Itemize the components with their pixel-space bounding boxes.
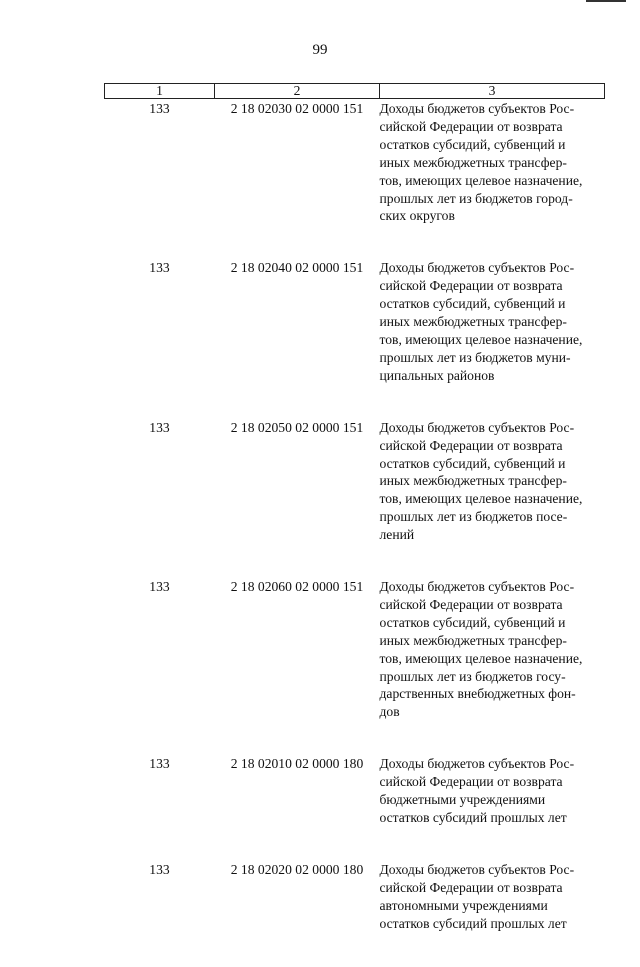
- revenue-description-cell: [380, 99, 605, 260]
- description-line: Доходы бюджетов субъектов Рос-: [379, 756, 575, 772]
- description-line: дов: [379, 704, 400, 720]
- admin-code-cell: 133: [149, 579, 170, 595]
- table-header-row: [105, 84, 605, 99]
- description-line: остатков субсидий прошлых лет: [379, 810, 567, 825]
- table-row: [105, 861, 605, 967]
- description-line: тов, имеющих целевое назначение,: [379, 331, 583, 347]
- description-line: Доходы бюджетов субъектов Рос-: [379, 419, 575, 435]
- admin-code-cell: 133: [149, 419, 170, 435]
- description-line: Доходы бюджетов субъектов Рос-: [379, 101, 575, 116]
- description-line: дарственных внебюджетных фон-: [379, 686, 576, 702]
- admin-code-cell: 133: [149, 756, 170, 772]
- budget-classification-code-cell: 2 18 02030 02 0000 151: [230, 101, 364, 116]
- revenue-description-cell: [380, 259, 605, 418]
- description-line: иных межбюджетных трансфер-: [379, 314, 567, 330]
- table-row: [105, 259, 605, 418]
- description-line: прошлых лет из бюджетов посе-: [379, 509, 568, 525]
- description-line: сийской Федерации от возврата: [379, 596, 563, 612]
- budget-classification-code-cell: 2 18 02040 02 0000 151: [230, 260, 364, 276]
- description-line: прошлых лет из бюджетов госу-: [379, 668, 566, 684]
- admin-code-cell: 133: [149, 861, 170, 877]
- description-line: сийской Федерации от возврата: [379, 774, 563, 790]
- description-line: прошлых лет из бюджетов муни-: [379, 349, 571, 365]
- description-line: лений: [379, 527, 415, 543]
- description-line: иных межбюджетных трансфер-: [379, 473, 567, 489]
- description-line: ципальных районов: [379, 367, 495, 383]
- description-line: сийской Федерации от возврата: [379, 278, 563, 294]
- description-line: тов, имеющих целевое назначение,: [379, 650, 583, 666]
- description-line: Доходы бюджетов субъектов Рос-: [379, 861, 575, 877]
- revenue-description-cell: [380, 755, 605, 861]
- admin-code-cell: 133: [149, 101, 170, 116]
- description-line: остатков субсидий, субвенций и: [379, 455, 566, 471]
- description-line: сийской Федерации от возврата: [379, 118, 563, 134]
- top-rule: [586, 0, 626, 2]
- revenue-description-cell: [380, 578, 605, 755]
- table-row: [105, 99, 605, 260]
- description-line: остатков субсидий прошлых лет: [379, 915, 567, 931]
- description-line: сийской Федерации от возврата: [379, 437, 563, 453]
- admin-code-cell: 133: [149, 260, 170, 276]
- description-line: иных межбюджетных трансфер-: [379, 632, 567, 648]
- budget-classification-code-cell: 2 18 02060 02 0000 151: [230, 579, 364, 595]
- budget-classification-code-cell: 2 18 02050 02 0000 151: [230, 419, 364, 435]
- revenue-description-cell: [380, 861, 605, 967]
- description-line: тов, имеющих целевое назначение,: [379, 172, 583, 188]
- description-line: остатков субсидий, субвенций и: [379, 614, 566, 630]
- description-line: иных межбюджетных трансфер-: [379, 154, 567, 170]
- description-line: ских округов: [379, 208, 455, 224]
- budget-classification-code-cell: 2 18 02020 02 0000 180: [230, 861, 364, 877]
- header-col-1: 1: [105, 84, 215, 99]
- table-row: [105, 578, 605, 755]
- revenue-codes-table: [104, 83, 605, 967]
- revenue-description-cell: [380, 419, 605, 578]
- description-line: остатков субсидий, субвенций и: [379, 296, 566, 312]
- description-line: автономными учреждениями: [379, 897, 548, 913]
- budget-classification-code-cell: 2 18 02010 02 0000 180: [230, 756, 364, 772]
- table-body: [105, 99, 605, 967]
- header-col-2: 2: [215, 84, 380, 99]
- description-line: сийской Федерации от возврата: [379, 879, 563, 895]
- table-row: [105, 755, 605, 861]
- page-number: 99: [312, 42, 328, 58]
- header-col-3: 3: [380, 84, 605, 99]
- description-line: Доходы бюджетов субъектов Рос-: [379, 579, 575, 595]
- description-line: тов, имеющих целевое назначение,: [379, 491, 583, 507]
- description-line: бюджетными учреждениями: [379, 792, 546, 808]
- description-line: прошлых лет из бюджетов город-: [379, 190, 573, 206]
- table-row: [105, 419, 605, 578]
- description-line: остатков субсидий, субвенций и: [379, 136, 566, 152]
- description-line: Доходы бюджетов субъектов Рос-: [379, 260, 575, 276]
